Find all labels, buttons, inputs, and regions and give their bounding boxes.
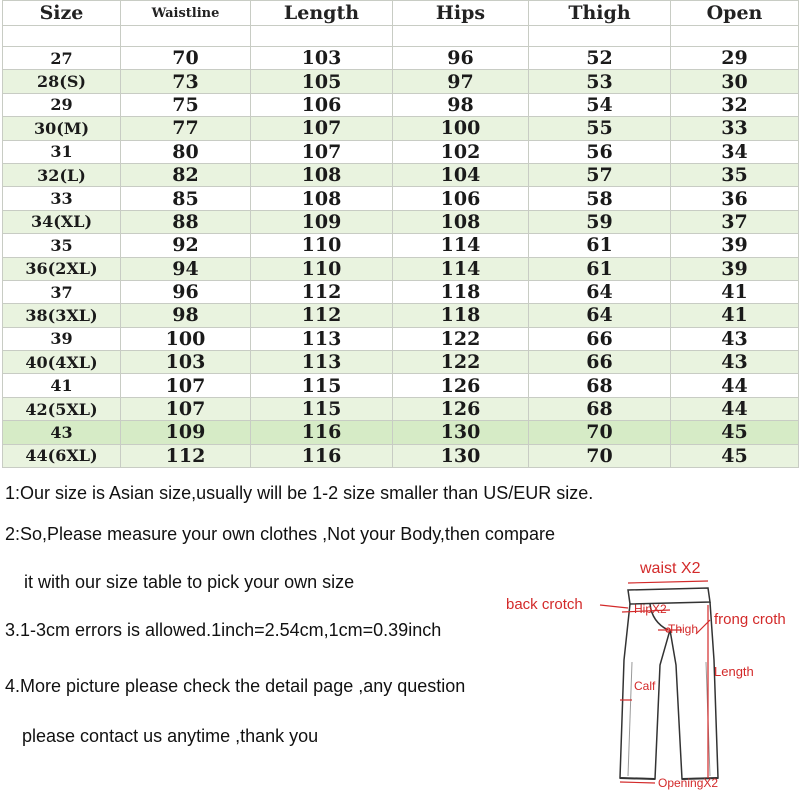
cell-waistline: 98	[121, 304, 251, 327]
cell-waistline: 107	[121, 374, 251, 397]
cell-length: 103	[251, 47, 393, 70]
cell-waistline: 73	[121, 70, 251, 93]
cell-length: 107	[251, 140, 393, 163]
header-waistline: Waistline	[121, 1, 251, 26]
cell-size: 31	[3, 140, 121, 163]
header-thigh: Thigh	[529, 1, 671, 26]
cell-waistline: 88	[121, 210, 251, 233]
cell-length: 113	[251, 327, 393, 350]
cell-open: 41	[671, 304, 799, 327]
cell-length: 112	[251, 280, 393, 303]
cell-waistline: 103	[121, 351, 251, 374]
cell-length: 116	[251, 444, 393, 467]
cell-size: 36(2XL)	[3, 257, 121, 280]
table-row	[3, 374, 799, 397]
cell-thigh: 68	[529, 374, 671, 397]
cell-length: 108	[251, 163, 393, 186]
cell-hips: 130	[393, 421, 529, 444]
cell-thigh: 61	[529, 234, 671, 257]
cell-size: 44(6XL)	[3, 444, 121, 467]
cell-size: 30(M)	[3, 117, 121, 140]
cell-hips: 98	[393, 93, 529, 116]
pants-outline	[500, 550, 800, 800]
cell-open: 33	[671, 117, 799, 140]
cell-length: 112	[251, 304, 393, 327]
cell-waistline: 85	[121, 187, 251, 210]
cell-waistline: 75	[121, 93, 251, 116]
table-row	[3, 421, 799, 444]
cell-length: 106	[251, 93, 393, 116]
cell-waistline: 112	[121, 444, 251, 467]
cell-hips: 114	[393, 234, 529, 257]
cell-hips: 108	[393, 210, 529, 233]
cell-hips: 122	[393, 327, 529, 350]
cell-size: 43	[3, 421, 121, 444]
note-more-pictures: 4.More picture please check the detail page ,any question	[5, 676, 466, 696]
cell-thigh: 64	[529, 280, 671, 303]
cell-hips: 104	[393, 163, 529, 186]
cell-open: 45	[671, 421, 799, 444]
cell-size: 41	[3, 374, 121, 397]
cell-open: 39	[671, 257, 799, 280]
cell-size: 33	[3, 187, 121, 210]
cell-length: 113	[251, 351, 393, 374]
cell-thigh: 53	[529, 70, 671, 93]
note-contact-us: please contact us anytime ,thank you	[22, 726, 319, 746]
cell-open: 44	[671, 397, 799, 420]
cell-size: 27	[3, 47, 121, 70]
header-hips: Hips	[393, 1, 529, 26]
table-row	[3, 397, 799, 420]
cell-hips: 118	[393, 280, 529, 303]
cell-thigh: 57	[529, 163, 671, 186]
label-opening: OpeningX2	[658, 776, 719, 790]
table-row	[3, 304, 799, 327]
cell-hips: 96	[393, 47, 529, 70]
cell-length: 108	[251, 187, 393, 210]
cell-hips: 102	[393, 140, 529, 163]
cell-length: 110	[251, 257, 393, 280]
cell-open: 37	[671, 210, 799, 233]
cell-size: 39	[3, 327, 121, 350]
table-row	[3, 140, 799, 163]
cell-thigh: 70	[529, 444, 671, 467]
cell-length: 115	[251, 374, 393, 397]
table-row	[3, 257, 799, 280]
table-row	[3, 234, 799, 257]
table-row	[3, 93, 799, 116]
cell-size: 40(4XL)	[3, 351, 121, 374]
cell-size: 37	[3, 280, 121, 303]
label-front-crotch: frong croth	[714, 611, 786, 628]
table-row	[3, 117, 799, 140]
cell-waistline: 107	[121, 397, 251, 420]
cell-hips: 130	[393, 444, 529, 467]
cell-thigh: 66	[529, 351, 671, 374]
cell-hips: 126	[393, 374, 529, 397]
cell-open: 34	[671, 140, 799, 163]
table-row	[3, 163, 799, 186]
cell-thigh: 64	[529, 304, 671, 327]
cell-thigh: 61	[529, 257, 671, 280]
cell-open: 43	[671, 351, 799, 374]
table-header-row	[3, 1, 799, 26]
cell-hips: 126	[393, 397, 529, 420]
table-row	[3, 70, 799, 93]
cell-size: 38(3XL)	[3, 304, 121, 327]
cell-open: 30	[671, 70, 799, 93]
cell-hips: 114	[393, 257, 529, 280]
cell-open: 35	[671, 163, 799, 186]
label-hip: HipX2	[634, 602, 667, 616]
label-waist: waist X2	[640, 560, 701, 577]
cell-size: 42(5XL)	[3, 397, 121, 420]
cell-thigh: 70	[529, 421, 671, 444]
header-length: Length	[251, 1, 393, 26]
cell-waistline: 109	[121, 421, 251, 444]
table-row	[3, 351, 799, 374]
table-row	[3, 187, 799, 210]
cell-open: 45	[671, 444, 799, 467]
cell-thigh: 58	[529, 187, 671, 210]
note-measure-clothes-cont: it with our size table to pick your own size	[24, 572, 355, 592]
cell-hips: 106	[393, 187, 529, 210]
cell-waistline: 96	[121, 280, 251, 303]
cell-length: 109	[251, 210, 393, 233]
table-row	[3, 47, 799, 70]
cell-open: 32	[671, 93, 799, 116]
cell-hips: 122	[393, 351, 529, 374]
table-row	[3, 444, 799, 467]
cell-hips: 100	[393, 117, 529, 140]
cell-waistline: 82	[121, 163, 251, 186]
note-asian-size: 1:Our size is Asian size,usually will be 1-2 size smaller than US/EUR size.	[5, 483, 594, 503]
table-body	[3, 47, 799, 468]
cell-length: 105	[251, 70, 393, 93]
table-row	[3, 280, 799, 303]
cell-waistline: 80	[121, 140, 251, 163]
cell-waistline: 100	[121, 327, 251, 350]
cell-thigh: 59	[529, 210, 671, 233]
header-open: Open	[671, 1, 799, 26]
cell-waistline: 77	[121, 117, 251, 140]
cell-open: 43	[671, 327, 799, 350]
cell-hips: 97	[393, 70, 529, 93]
cell-thigh: 66	[529, 327, 671, 350]
cell-size: 34(XL)	[3, 210, 121, 233]
cell-waistline: 92	[121, 234, 251, 257]
size-table	[2, 0, 799, 468]
cell-open: 36	[671, 187, 799, 210]
cell-open: 39	[671, 234, 799, 257]
table-row	[3, 327, 799, 350]
pants-measurement-diagram	[500, 550, 800, 800]
cell-size: 29	[3, 93, 121, 116]
label-thigh: Thigh	[668, 622, 699, 636]
label-length: Length	[714, 664, 754, 679]
cell-thigh: 54	[529, 93, 671, 116]
cell-size: 32(L)	[3, 163, 121, 186]
note-errors-allowed: 3.1-3cm errors is allowed.1inch=2.54cm,1cm=0.39inch	[5, 620, 442, 640]
table-spacer-row	[3, 26, 799, 47]
cell-thigh: 52	[529, 47, 671, 70]
table-row	[3, 210, 799, 233]
cell-size: 28(S)	[3, 70, 121, 93]
cell-hips: 118	[393, 304, 529, 327]
cell-open: 44	[671, 374, 799, 397]
cell-length: 116	[251, 421, 393, 444]
cell-size: 35	[3, 234, 121, 257]
cell-waistline: 94	[121, 257, 251, 280]
cell-open: 41	[671, 280, 799, 303]
cell-thigh: 68	[529, 397, 671, 420]
label-calf: Calf	[634, 679, 656, 693]
cell-open: 29	[671, 47, 799, 70]
cell-waistline: 70	[121, 47, 251, 70]
cell-thigh: 55	[529, 117, 671, 140]
cell-length: 110	[251, 234, 393, 257]
cell-length: 115	[251, 397, 393, 420]
cell-length: 107	[251, 117, 393, 140]
header-size: Size	[3, 1, 121, 26]
cell-thigh: 56	[529, 140, 671, 163]
label-back-crotch: back crotch	[506, 596, 583, 613]
note-measure-clothes: 2:So,Please measure your own clothes ,Not your Body,then compare	[5, 524, 555, 544]
